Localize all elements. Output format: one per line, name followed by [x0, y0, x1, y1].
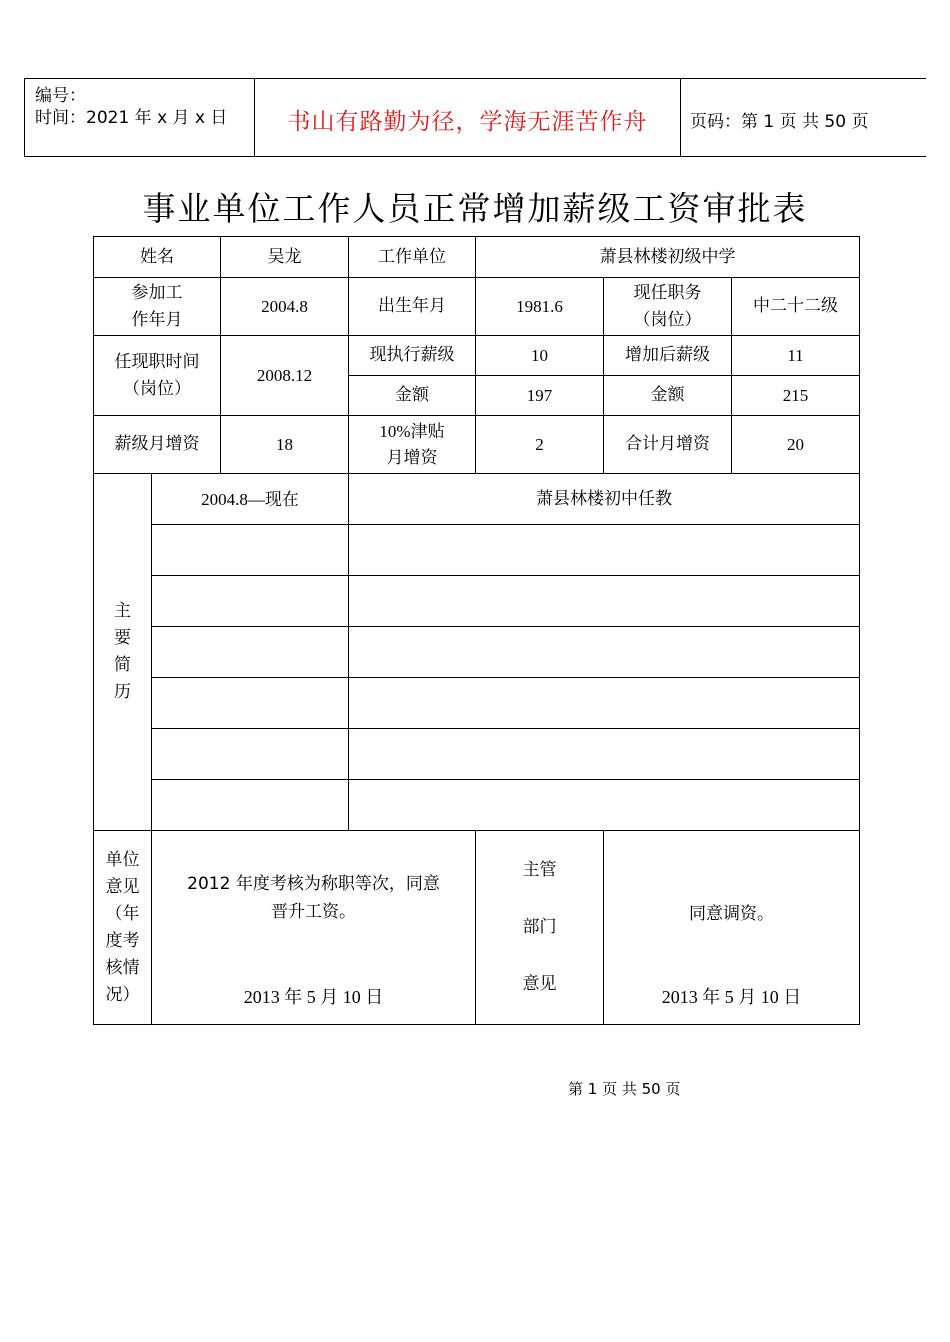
resume-label-char: 简: [114, 655, 131, 675]
resume-row: [94, 780, 860, 831]
birth-value: 1981.6: [476, 278, 604, 336]
new-amount-value: 215: [732, 376, 860, 416]
post-label-line2: （岗位）: [633, 309, 702, 330]
header-page-cell: [680, 79, 926, 156]
allowance-label: [349, 416, 476, 474]
unit-opinion-label-line: 度考: [105, 930, 140, 951]
resume-period: [152, 729, 349, 780]
unit-value: 萧县林楼初级中学: [476, 237, 860, 278]
dept-opinion-label-line: 主管: [522, 860, 557, 880]
current-grade-label: 现执行薪级: [349, 336, 476, 376]
tenure-label-line2: （岗位）: [123, 378, 191, 399]
resume-row: [94, 576, 860, 627]
resume-label-char: 历: [114, 682, 131, 702]
new-amount-label: 金额: [604, 376, 732, 416]
resume-period: 2004.8—现在: [152, 474, 349, 525]
unit-label: 工作单位: [349, 237, 476, 278]
post-label: [604, 278, 732, 336]
unit-opinion-body: [154, 832, 473, 1024]
resume-period: [152, 576, 349, 627]
join-date-label: [94, 278, 221, 336]
resume-row: [94, 525, 860, 576]
monthly-increase-value: 18: [221, 416, 349, 474]
unit-opinion-date: 2013 年 5 月 10 日: [243, 986, 384, 1007]
unit-opinion-text-line1: 2012 年度考核为称职等次，同意: [187, 873, 440, 894]
resume-description: 萧县林楼初中任教: [349, 474, 860, 525]
unit-opinion-label-line: 核情: [105, 957, 140, 978]
unit-opinion-cell: [152, 831, 476, 1025]
resume-description: [349, 576, 860, 627]
dept-opinion-label-line: 部门: [522, 917, 557, 937]
allowance-label-line1: 10%津贴: [379, 421, 445, 441]
header-motto-cell: [254, 79, 681, 156]
unit-opinion-text: [154, 870, 473, 926]
number-label: 编号：: [35, 86, 86, 106]
resume-row: [94, 627, 860, 678]
page-footer: 第 1 页 共 50 页: [568, 1080, 681, 1098]
resume-label-char: 主: [114, 601, 131, 621]
resume-row: [94, 729, 860, 780]
resume-row: [94, 474, 860, 525]
tenure-label: [94, 336, 221, 416]
post-value: 中二十二级: [732, 278, 860, 336]
form-row-join: [94, 278, 860, 336]
dept-opinion-body: [606, 832, 857, 1024]
dept-opinion-label-line: 意见: [522, 974, 557, 994]
page-title: 事业单位工作人员正常增加薪级工资审批表: [142, 189, 808, 228]
unit-opinion-text-line2: 晋升工资。: [271, 901, 356, 922]
join-date-value: 2004.8: [221, 278, 349, 336]
header-meta-cell: [24, 79, 254, 156]
name-value: 吴龙: [221, 237, 349, 278]
resume-period: [152, 525, 349, 576]
unit-opinion-label-line: 单位: [105, 849, 140, 870]
dept-opinion-date: 2013 年 5 月 10 日: [661, 986, 802, 1007]
name-label: 姓名: [94, 237, 221, 278]
opinion-row: [94, 831, 860, 1025]
unit-opinion-label-line: （年: [105, 903, 140, 924]
birth-label: 出生年月: [349, 278, 476, 336]
dept-opinion-text: 同意调资。: [689, 903, 774, 924]
total-increase-value: 20: [732, 416, 860, 474]
dept-opinion-cell: [604, 831, 860, 1025]
resume-period: [152, 678, 349, 729]
time-label: 时间：2021 年 x 月 x 日: [35, 108, 228, 128]
current-amount-value: 197: [476, 376, 604, 416]
new-grade-value: 11: [732, 336, 860, 376]
resume-description: [349, 729, 860, 780]
resume-description: [349, 678, 860, 729]
document-header: [24, 78, 926, 157]
resume-period: [152, 627, 349, 678]
unit-opinion-label-line: 意见: [105, 876, 140, 897]
resume-row: [94, 678, 860, 729]
resume-description: [349, 780, 860, 831]
dept-opinion-label: [476, 831, 604, 1025]
form-row-name: [94, 237, 860, 278]
join-date-label-line2: 作年月: [131, 309, 183, 330]
resume-label-char: 要: [114, 628, 131, 648]
resume-period: [152, 780, 349, 831]
motto-text: 书山有路勤为径，学海无涯苦作舟: [287, 109, 648, 135]
allowance-label-line2: 月增资: [386, 447, 438, 468]
current-amount-label: 金额: [349, 376, 476, 416]
join-date-label-line1: 参加工: [131, 282, 183, 303]
form-row-increase: [94, 416, 860, 474]
resume-label: [94, 474, 152, 831]
unit-opinion-label: [94, 831, 152, 1025]
new-grade-label: 增加后薪级: [604, 336, 732, 376]
current-grade-value: 10: [476, 336, 604, 376]
allowance-value: 2: [476, 416, 604, 474]
page-number-label: 页码：第 1 页 共 50 页: [690, 112, 869, 132]
tenure-label-line1: 任现职时间: [114, 351, 200, 372]
approval-form-table: [93, 236, 860, 1025]
resume-description: [349, 627, 860, 678]
post-label-line1: 现任职务: [633, 282, 702, 303]
tenure-value: 2008.12: [221, 336, 349, 416]
monthly-increase-label: 薪级月增资: [94, 416, 221, 474]
resume-description: [349, 525, 860, 576]
total-increase-label: 合计月增资: [604, 416, 732, 474]
unit-opinion-label-line: 况）: [105, 984, 140, 1005]
form-row-grade: [94, 336, 860, 376]
